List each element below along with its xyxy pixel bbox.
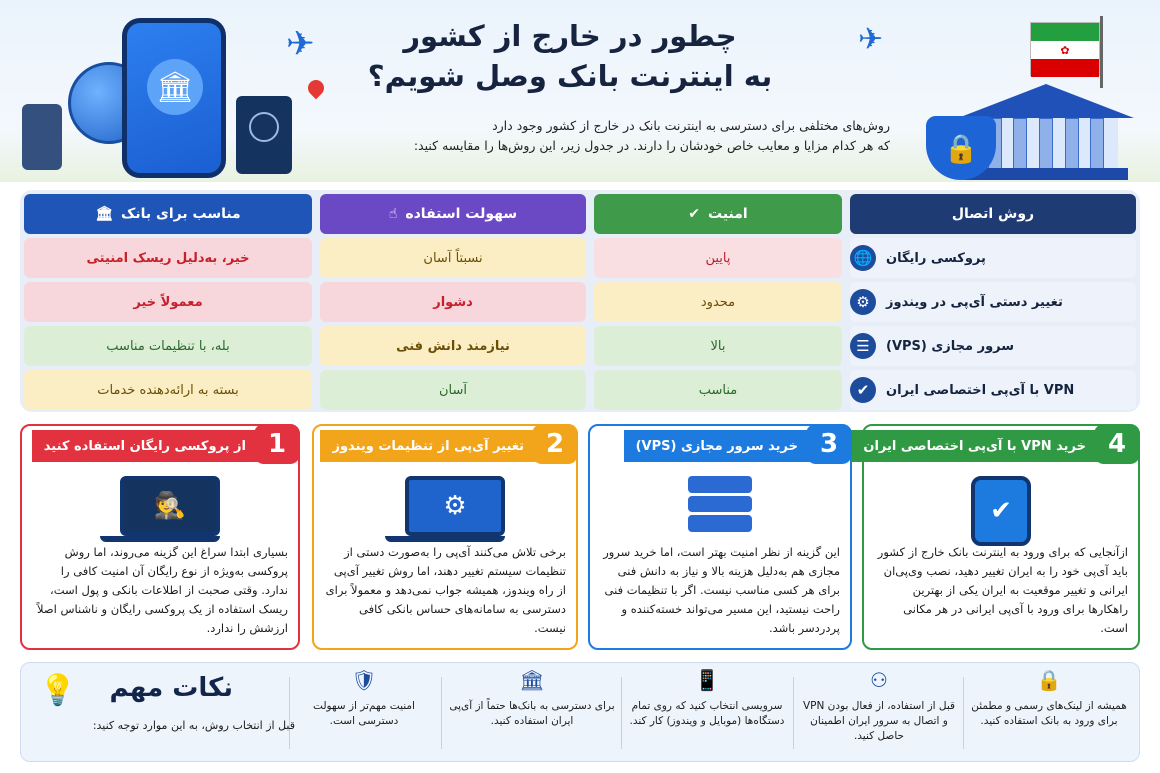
card-number: 2 [532, 424, 578, 464]
cell-bank: خیر، به‌دلیل ریسک امنیتی [24, 238, 312, 278]
tip-item: 🏛 برای دسترسی به بانک‌ها حتماً از آی‌پی ایران استفاده کنید. [449, 668, 615, 727]
cell-ease: دشوار [320, 282, 586, 322]
divider [621, 677, 622, 749]
cell-bank: بله، با تنظیمات مناسب [24, 326, 312, 366]
globe-icon: 🌐 [850, 245, 876, 271]
cell-method: تغییر دستی آی‌پی در ویندوز ⚙ [850, 282, 1136, 322]
card-number: 3 [806, 424, 852, 464]
lock-icon: 🔒 [1036, 668, 1062, 692]
card-title: از پروکسی رایگان استفاده کنید [32, 430, 258, 462]
header-security: امنیت ✔ [594, 194, 842, 234]
cell-ease: نسبتاً آسان [320, 238, 586, 278]
header-method: روش اتصال [850, 194, 1136, 234]
table-row [24, 370, 1136, 410]
lightbulb-icon: 💡 [39, 673, 77, 708]
header-ease: سهولت استفاده ☝ [320, 194, 586, 234]
shield-check-icon: ✔ [688, 206, 701, 222]
cell-ease: نیازمند دانش فنی [320, 326, 586, 366]
devices-icon: 📱 [694, 668, 720, 692]
card-body: بسیاری ابتدا سراغ این گزینه می‌روند، اما روش پروکسی به‌ویژه از نوع رایگان آن امنیت کافی را ندارد. وقتی صحبت از اطلاعات بانکی و پول است، ریسک استفاده از یک پروکسی رایگان و ناشناس اصلاً ارزشش را ندارد. [37, 545, 288, 635]
tip-item: 🔒 همیشه از لینک‌های رسمی و مطمئن برای ورود به بانک استفاده کنید. [971, 668, 1127, 727]
divider [793, 677, 794, 749]
cell-method: پروکسی رایگان 🌐 [850, 238, 1136, 278]
cell-security: محدود [594, 282, 842, 322]
shield-lock-icon: 🔒 [926, 116, 996, 180]
bank-icon: 🏛 [147, 59, 203, 115]
cell-bank: معمولاً خیر [24, 282, 312, 322]
divider [289, 677, 290, 749]
card-number: 4 [1094, 424, 1140, 464]
card-title: خرید VPN با آی‌پی اختصاصی ایران [851, 430, 1098, 462]
server-icon: ☰ [850, 333, 876, 359]
card-vpn-iran [862, 424, 1140, 650]
tips-title: نکات مهم [109, 673, 233, 703]
bank-icon: 🏛 [95, 206, 114, 222]
card-title: تغییر آی‌پی از تنظیمات ویندوز [320, 430, 536, 462]
laptop-hacker-icon: 🕵 [100, 476, 220, 542]
cell-ease: آسان [320, 370, 586, 410]
card-vps [588, 424, 852, 650]
flagpole [1100, 16, 1103, 88]
table-row [24, 326, 1136, 366]
table-row [24, 282, 1136, 322]
card-body: برخی تلاش می‌کنند آی‌پی را به‌صورت دستی از تنظیمات سیستم تغییر دهند، اما روش تغییر آی‌پی از راه ویندوز، همیشه جواب نمی‌دهد و معمولاً برای دسترسی به سامانه‌های حساس بانکی کافی نیست. [325, 545, 566, 635]
gear-icon: ⚙ [850, 289, 876, 315]
tap-icon: ☝ [388, 206, 398, 222]
cell-security: مناسب [594, 370, 842, 410]
tip-item: 🛡 امنیت مهم‌تر از سهولت دسترسی است. [313, 668, 415, 727]
header-bank: مناسب برای بانک 🏛 [24, 194, 312, 234]
tip-item: ⚇ قبل از استفاده، از فعال بودن VPN و اتصال به سرور ایران اطمینان حاصل کنید. [802, 668, 956, 742]
divider [441, 677, 442, 749]
intro-text: روش‌های مختلفی برای دسترسی به اینترنت بانک در خارج از کشور وجود دارد که هر کدام مزایا و معایب خاص خودشان را دارند. در جدول زیر، این روش‌ها را مقایسه کنید: [413, 118, 890, 153]
card-title: خرید سرور مجازی (VPS) [624, 430, 810, 462]
phone-illustration [122, 18, 226, 178]
cell-bank: بسته به ارائه‌دهنده خدمات [24, 370, 312, 410]
hero-banner [0, 0, 1160, 182]
cell-security: پایین [594, 238, 842, 278]
table-row [24, 238, 1136, 278]
tip-item: 📱 سرویسی انتخاب کنید که روی تمام دستگاه‌ها (موبایل و ویندوز) کار کند. [629, 668, 785, 727]
passport-icon [236, 96, 292, 174]
card-body: این گزینه از نظر امنیت بهتر است، اما خرید سرور مجازی هم به‌دلیل هزینه بالا و نیاز به دانش فنی برای هر کسی مناسب نیست. اگر با تنظیمات فنی راحت نیستید، این مسیر می‌تواند خسته‌کننده و پردردسر باشد. [603, 545, 840, 635]
server-cloud-icon [688, 476, 752, 532]
airplane-icon: ✈ [858, 22, 884, 57]
laptop-settings-icon: ⚙ [385, 476, 505, 542]
card-windows-ip [312, 424, 578, 650]
table-header-row [24, 194, 1136, 234]
cell-method: سرور مجازی (VPS) ☰ [850, 326, 1136, 366]
cell-method: VPN با آی‌پی اختصاصی ایران ✔ [850, 370, 1136, 410]
shield-check-icon: ✔ [850, 377, 876, 403]
card-number: 1 [254, 424, 300, 464]
shield-icon: 🛡 [351, 668, 377, 692]
airplane-icon: ✈ [286, 24, 315, 64]
iran-flag-icon: ✿ [1030, 22, 1100, 76]
location-pin-icon [305, 77, 328, 100]
cell-security: بالا [594, 326, 842, 366]
page-title: چطور در خارج از کشور به اینترنت بانک وصل شویم؟ [367, 19, 773, 93]
network-icon: ⚇ [870, 668, 888, 692]
divider [963, 677, 964, 749]
bank-icon: 🏛 [519, 668, 545, 692]
suitcase-icon [22, 104, 62, 170]
comparison-table [20, 190, 1140, 412]
phone-shield-iran-map-icon: ✔ [971, 476, 1031, 546]
tips-panel [20, 662, 1140, 762]
tips-subtitle: قبل از انتخاب روش، به این موارد توجه کنید: [92, 719, 295, 732]
card-body: ازآنجایی که برای ورود به اینترنت بانک خارج از کشور باید آی‌پی خود را به ایران تغییر دهید، نصب وی‌پی‌ان ایرانی و تغییر موقعیت به ایران یکی از بهترین راهکارها برای ورود با آی‌پی ایرانی در هر مکانی است. [877, 545, 1128, 635]
card-free-proxy [20, 424, 300, 650]
